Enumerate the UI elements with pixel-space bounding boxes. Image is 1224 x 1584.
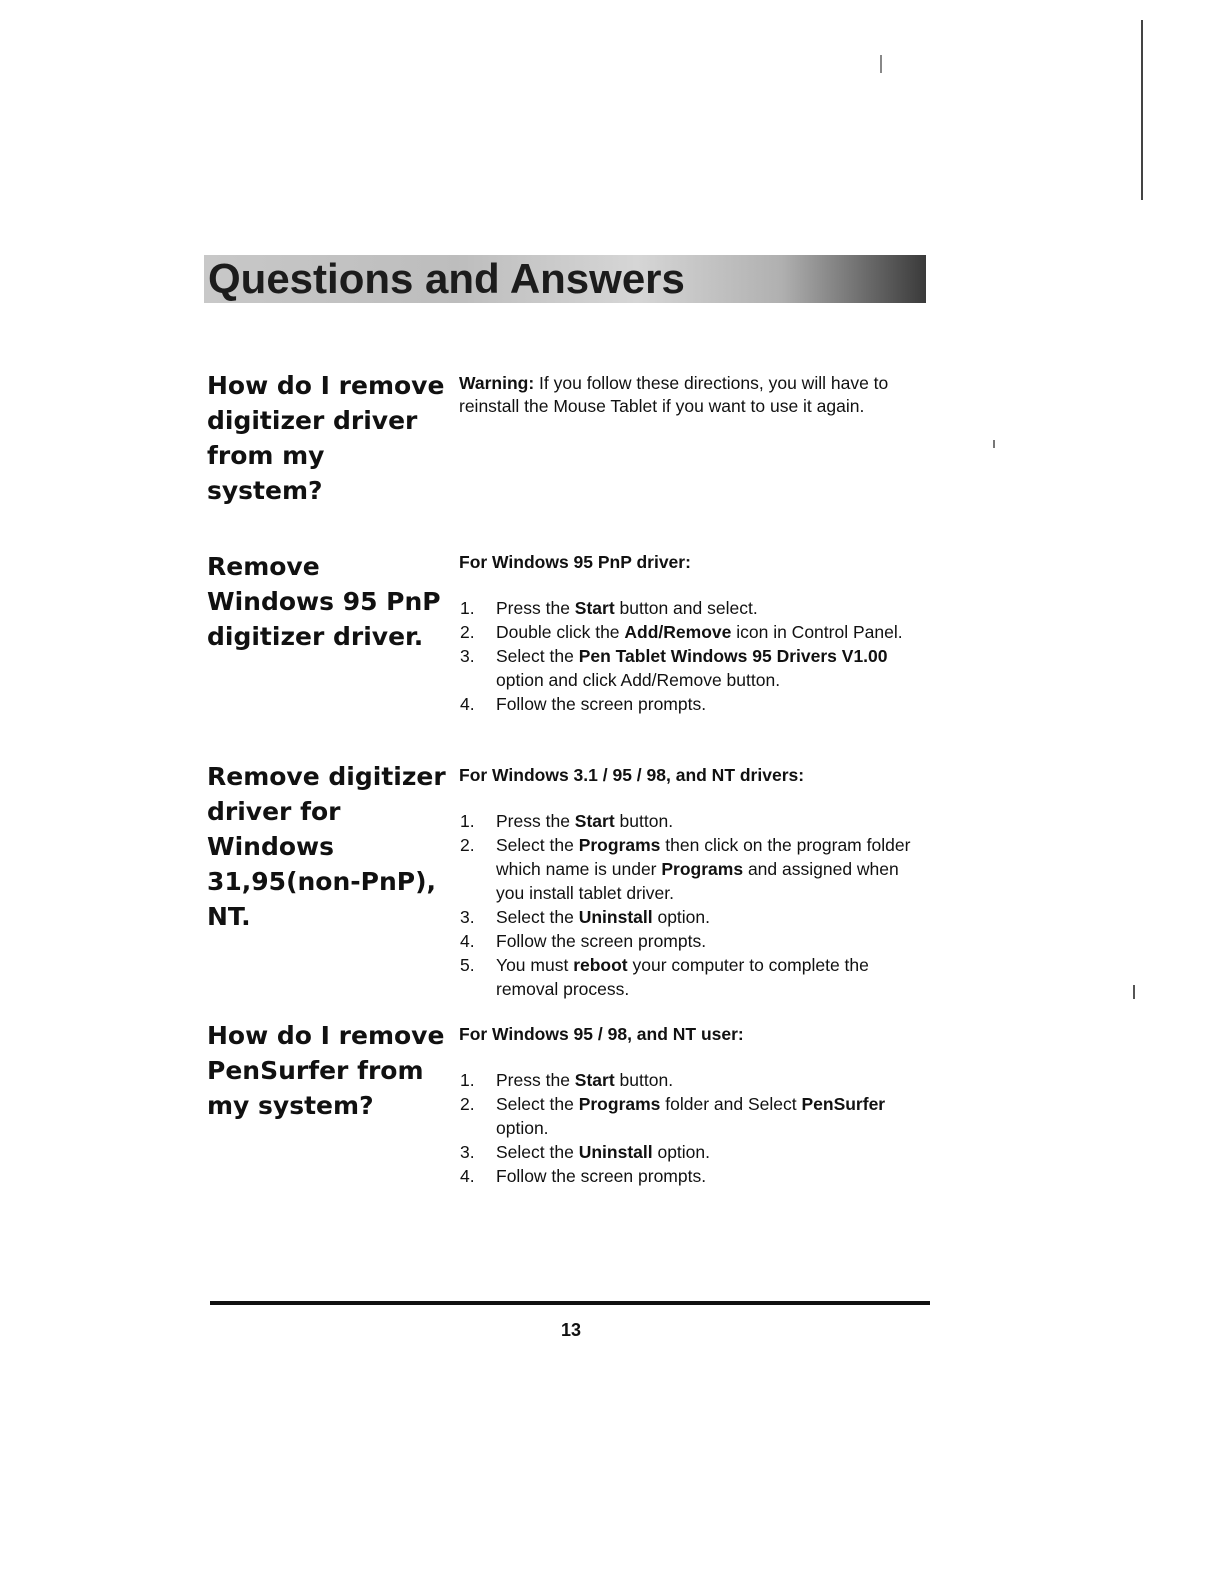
title-banner bbox=[204, 255, 926, 303]
step-item bbox=[459, 1068, 929, 1092]
step-text: Press the bbox=[496, 1070, 575, 1090]
step-text: Press the bbox=[496, 811, 575, 831]
page-title: Questions and Answers bbox=[208, 255, 685, 302]
step-keyword: Start bbox=[574, 1070, 615, 1090]
step-text: Select the bbox=[496, 835, 579, 855]
step-text: Follow the screen prompts. bbox=[496, 931, 707, 951]
step-number: 1. bbox=[460, 598, 475, 618]
answer-heading: For Windows 95 PnP driver: bbox=[459, 552, 691, 572]
step-item bbox=[459, 953, 929, 1001]
step-number: 3. bbox=[460, 907, 475, 927]
step-text: option. bbox=[496, 1118, 549, 1138]
answer-heading: For Windows 95 / 98, and NT user: bbox=[459, 1024, 744, 1044]
step-keyword: reboot bbox=[573, 955, 628, 975]
step-text: Double click the bbox=[496, 622, 625, 642]
step-text: folder and Select bbox=[660, 1094, 802, 1114]
question-remove-pensurfer: How do I remove PenSurfer from my system? bbox=[207, 1021, 445, 1120]
step-number: 4. bbox=[460, 1166, 475, 1186]
step-item bbox=[459, 692, 929, 716]
step-text: Select the bbox=[496, 1094, 579, 1114]
step-text: Select the bbox=[496, 646, 579, 666]
step-text: your computer to complete the removal process. bbox=[496, 955, 869, 999]
step-item bbox=[459, 644, 929, 692]
step-item bbox=[459, 1164, 929, 1188]
step-item bbox=[459, 905, 929, 929]
step-text: button and select. bbox=[614, 598, 758, 618]
question-remove-win95-pnp: Remove Windows 95 PnP digitizer driver. bbox=[207, 552, 441, 651]
step-item bbox=[459, 833, 929, 905]
warning-block bbox=[459, 372, 929, 418]
answer-heading: For Windows 3.1 / 95 / 98, and NT drivers: bbox=[459, 765, 805, 785]
step-text: option and click Add/Remove button. bbox=[496, 670, 781, 690]
step-number: 1. bbox=[460, 1070, 475, 1090]
step-item bbox=[459, 1092, 929, 1140]
step-text: Follow the screen prompts. bbox=[496, 694, 707, 714]
page-number: 13 bbox=[560, 1320, 582, 1340]
steps-list bbox=[459, 596, 929, 716]
warning-paragraph bbox=[459, 372, 929, 418]
step-keyword: Programs bbox=[578, 1094, 661, 1114]
steps-list bbox=[459, 1068, 929, 1188]
step-keyword: Programs bbox=[661, 859, 744, 879]
footer-divider bbox=[210, 1301, 930, 1305]
step-text: Select the bbox=[496, 1142, 579, 1162]
step-number: 4. bbox=[460, 931, 475, 951]
answer-pensurfer bbox=[459, 1023, 929, 1188]
steps-list bbox=[459, 809, 929, 1001]
step-number: 3. bbox=[460, 1142, 475, 1162]
step-text: button. bbox=[614, 1070, 674, 1090]
answer-win31-nt bbox=[459, 764, 929, 1001]
step-keyword: Add/Remove bbox=[624, 622, 732, 642]
step-keyword: Uninstall bbox=[578, 1142, 653, 1162]
step-keyword: Start bbox=[574, 811, 615, 831]
step-keyword: PenSurfer bbox=[801, 1094, 886, 1114]
step-keyword: Uninstall bbox=[578, 907, 653, 927]
step-keyword: Start bbox=[574, 598, 615, 618]
step-text: button. bbox=[614, 811, 674, 831]
step-text: option. bbox=[652, 907, 711, 927]
step-text: Select the bbox=[496, 907, 579, 927]
step-text: You must bbox=[496, 955, 574, 975]
step-text: Press the bbox=[496, 598, 575, 618]
step-number: 1. bbox=[460, 811, 475, 831]
step-text: icon in Control Panel. bbox=[731, 622, 903, 642]
step-number: 2. bbox=[460, 1094, 475, 1114]
scan-speck bbox=[993, 440, 995, 448]
step-item bbox=[459, 620, 929, 644]
step-number: 2. bbox=[460, 835, 475, 855]
warning-text: If you follow these directions, you will have to reinstall the Mouse Tablet if you want to use it again. bbox=[459, 373, 889, 416]
answer-win95-pnp bbox=[459, 551, 929, 716]
step-number: 2. bbox=[460, 622, 475, 642]
question-remove-digitizer: How do I remove digitizer driver from my system? bbox=[207, 371, 445, 505]
question-remove-win31-nt: Remove digitizer driver for Windows 31,95(non-PnP), NT. bbox=[207, 762, 446, 931]
step-number: 3. bbox=[460, 646, 475, 666]
step-text: option. bbox=[652, 1142, 711, 1162]
step-text: Follow the screen prompts. bbox=[496, 1166, 707, 1186]
step-item bbox=[459, 809, 929, 833]
step-number: 4. bbox=[460, 694, 475, 714]
scan-speck bbox=[1133, 985, 1135, 999]
step-keyword: Pen Tablet Windows 95 Drivers V1.00 bbox=[578, 646, 888, 666]
step-text: and assigned when you install tablet driver. bbox=[496, 859, 899, 903]
step-item bbox=[459, 596, 929, 620]
step-item bbox=[459, 1140, 929, 1164]
scan-margin-line bbox=[1141, 20, 1143, 200]
step-text: then click on the program folder which name is under bbox=[496, 835, 911, 879]
warning-label: Warning: bbox=[459, 373, 535, 393]
step-keyword: Programs bbox=[578, 835, 661, 855]
scan-speck bbox=[880, 55, 882, 73]
step-number: 5. bbox=[460, 955, 475, 975]
step-item bbox=[459, 929, 929, 953]
